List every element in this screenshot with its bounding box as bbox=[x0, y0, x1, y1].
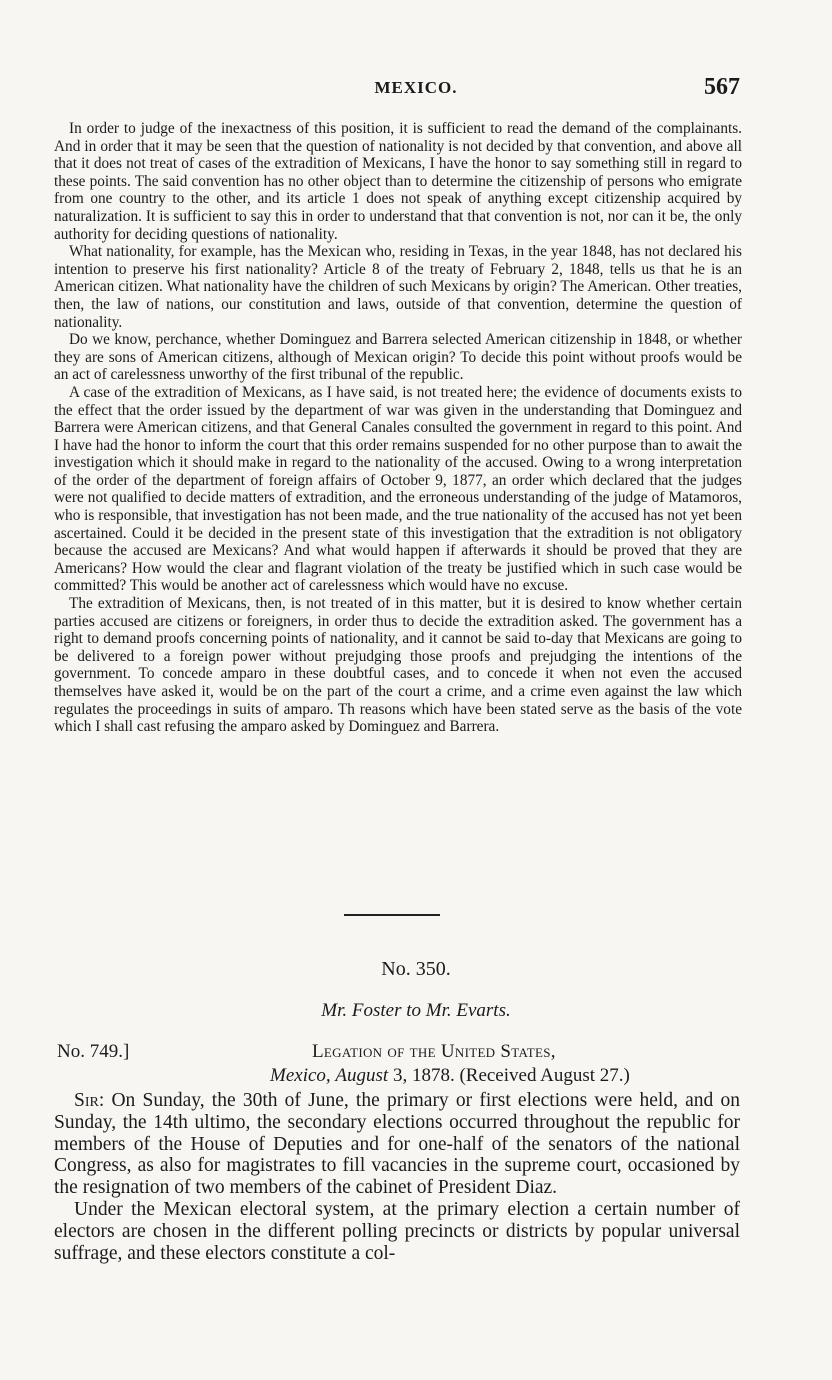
paragraph: A case of the extradition of Mexicans, as I have said, is not treated here; the evidence of documents exists to the effect that the order issued by the department of war was given in the understanding that Dominguez and Barrera were American citizens, and that General Canales consulted the government in regard to this point. And I have had the honor to inform the court that this order remains suspended for no other purpose than to await the investigation which it should make in regard to the nationality of the accused. Owing to a wrong interpretation of the order of the department of foreign affairs of October 9, 1877, an order which declared that the judges were not qualified to decide matters of extradition, and the erroneous understanding of the judge of Matamoros, who is responsible, that investigation has not been made, and the true nationality of the accused has not yet been ascertained. Could it be decided in the present state of this investigation that the extradition is not obligatory because the accused are Mexicans? And what would happen if afterwards it should be proved that they are Americans? How would the clear and flagrant violation of the treaty be justified which in such case would be committed? This would be another act of carelessness which would have no excuse. bbox=[54, 383, 742, 595]
page-header bbox=[0, 74, 832, 104]
section-divider bbox=[344, 914, 440, 916]
dateline bbox=[270, 1065, 630, 1087]
salutation: Sir: bbox=[74, 1090, 105, 1111]
dateline-month: August bbox=[335, 1065, 389, 1086]
opinion-text bbox=[54, 120, 742, 736]
paragraph: The extradition of Mexicans, then, is not treated of in this matter, but it is desired to know whether certain parties accused are citizens or foreigners, in order thus to decide the extradition asked. The government has a right to demand proofs concerning points of nationality, and it cannot be said to-day that Mexicans are going to be delivered to a foreign power without prejudging those proofs and prejudging the intentions of the government. To concede amparo in these doubtful cases, and to concede it when not even the accused themselves have asked it, would be on the part of the court a crime, and a crime even against the law which regulates the proceedings in suits of amparo. Th reasons which have been stated serve as the basis of the vote which I shall cast refusing the amparo asked by Dominguez and Barrera. bbox=[54, 595, 742, 736]
document-number: No. 350. bbox=[381, 958, 451, 980]
legation-heading: Legation of the United States, bbox=[312, 1041, 556, 1062]
paragraph: Do we know, perchance, whether Dominguez and Barrera selected American citizenship in 1848, or whether they are sons of American citizens, although of Mexican origin? To decide this point without proofs would be an act of carelessness unworthy of the first tribunal of the republic. bbox=[54, 331, 742, 384]
letter-body bbox=[54, 1090, 740, 1264]
document-title: Mr. Foster to Mr. Evarts. bbox=[321, 1000, 511, 1021]
paragraph: What nationality, for example, has the Mexican who, residing in Texas, in the year 1848, has not declared his intention to preserve his first nationality? Article 8 of the treaty of February 2, 1848, tells us that he is an American citizen. What nationality have the children of such Mexicans by origin? The American. Other treaties, then, the law of nations, our constitution and laws, outside of that convention, determine the question of nationality. bbox=[54, 243, 742, 331]
running-head: MEXICO. bbox=[374, 78, 458, 97]
paragraph: Under the Mexican electoral system, at the primary election a certain number of electors are chosen in the different polling precincts or districts by popular universal suffrage, and these electors constitute a col- bbox=[54, 1198, 740, 1264]
dateline-place: Mexico, bbox=[270, 1065, 331, 1086]
dispatch-number: No. 749.] bbox=[57, 1041, 130, 1062]
dateline-rest: 3, 1878. (Received August 27.) bbox=[392, 1065, 630, 1086]
page-number: 567 bbox=[704, 74, 740, 100]
paragraph-text: On Sunday, the 30th of June, the primary or first elections were held, and on Sunday, the 14th ultimo, the secondary elections occurred throughout the republic for members of the House of Deputies and for one-half of the senators of the national Congress, as also for magistrates to fill vacancies in the supreme court, occasioned by the resignation of two members of the cabinet of President Diaz. bbox=[54, 1090, 741, 1199]
paragraph: In order to judge of the inexactness of this position, it is sufficient to read the demand of the complainants. And in order that it may be seen that the question of nationality is not decided by that convention, and above all that it does not treat of cases of the extradition of Mexicans, I have the honor to say something still in regard to these points. The said convention has no other object than to determine the citizenship of persons who emigrate from one country to the other, and its article 1 does not speak of anything except citizenship acquired by naturalization. It is sufficient to say this in order to understand that that convention is not, nor can it be, the only authority for deciding questions of nationality. bbox=[54, 120, 742, 243]
paragraph bbox=[54, 1090, 740, 1199]
